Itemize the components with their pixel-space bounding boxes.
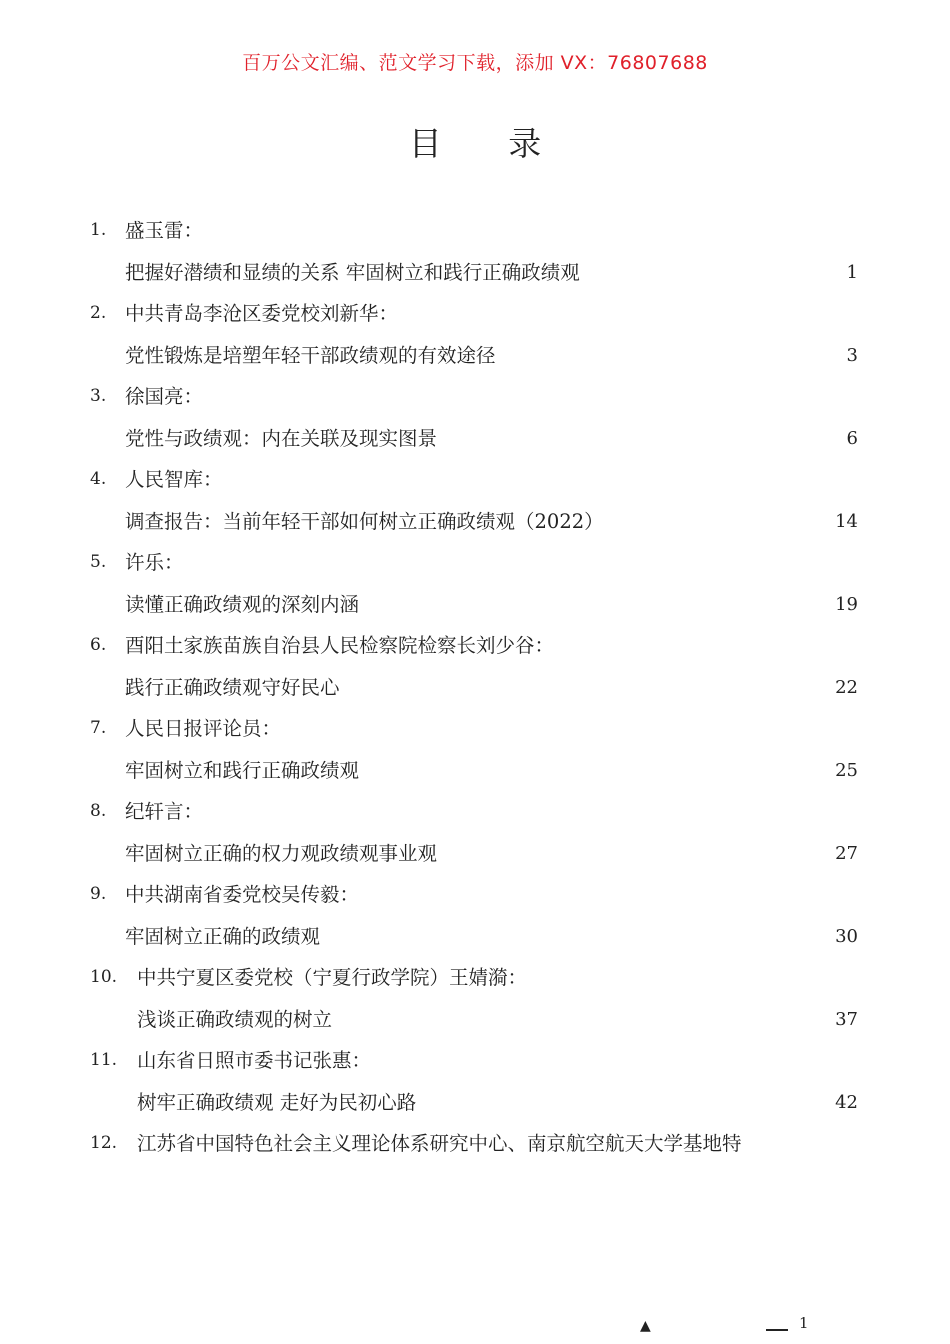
toc-entry-number: 12.: [90, 1133, 118, 1153]
watermark-banner: 百万公文汇编、范文学习下载，添加 VX：76807688: [242, 52, 708, 74]
toc-entry-author: 人民日报评论员：: [125, 717, 282, 740]
toc-entry-page: 42: [835, 1091, 858, 1113]
toc-entry-author: 盛玉雷：: [125, 219, 204, 242]
toc-entry-2[interactable]: [0, 293, 950, 376]
toc-entry-number: 1.: [90, 220, 107, 240]
toc-entry-author: 中共宁夏区委党校（宁夏行政学院）王婧漪：: [137, 966, 528, 989]
toc-entry-title[interactable]: 树牢正确政绩观 走好为民初心路: [137, 1090, 417, 1114]
toc-entry-number: 7.: [90, 718, 107, 738]
toc-entry-title[interactable]: 践行正确政绩观守好民心: [125, 675, 340, 699]
toc-entry-6[interactable]: [0, 625, 950, 708]
toc-entry-page: 22: [835, 676, 858, 698]
toc-entry-page: 37: [835, 1008, 858, 1030]
toc-entry-number: 9.: [90, 884, 107, 904]
toc-entry-author: 中共湖南省委党校吴传毅：: [125, 883, 360, 906]
toc-entry-title[interactable]: 调查报告：当前年轻干部如何树立正确政绩观（2022）: [125, 509, 604, 533]
toc-entry-4[interactable]: [0, 459, 950, 542]
toc-entry-number: 8.: [90, 801, 107, 821]
toc-entry-page: 1: [846, 261, 858, 283]
toc-entry-author: 许乐：: [125, 551, 184, 574]
toc-entry-title[interactable]: 党性锻炼是培塑年轻干部政绩观的有效途径: [125, 343, 496, 367]
toc-entry-title[interactable]: 浅谈正确政绩观的树立: [137, 1007, 333, 1031]
toc-entry-page: 27: [835, 842, 858, 864]
toc-entry-page: 19: [835, 593, 858, 615]
toc-entry-number: 6.: [90, 635, 107, 655]
toc-entry-title[interactable]: 把握好潜绩和显绩的关系 牢固树立和践行正确政绩观: [125, 260, 580, 284]
footer-page-number: 1: [799, 1314, 809, 1332]
table-of-contents: [0, 210, 950, 1165]
toc-entry-12[interactable]: [0, 1123, 950, 1165]
toc-entry-title[interactable]: 牢固树立正确的权力观政绩观事业观: [125, 841, 438, 865]
toc-entry-7[interactable]: [0, 708, 950, 791]
toc-entry-page: 3: [846, 344, 858, 366]
toc-entry-page: 14: [835, 510, 858, 532]
toc-entry-title[interactable]: 牢固树立正确的政绩观: [125, 924, 321, 948]
toc-entry-number: 5.: [90, 552, 107, 572]
toc-entry-author: 人民智库：: [125, 468, 223, 491]
toc-entry-5[interactable]: [0, 542, 950, 625]
toc-entry-1[interactable]: [0, 210, 950, 293]
toc-entry-8[interactable]: [0, 791, 950, 874]
toc-entry-author: 中共青岛李沧区委党校刘新华：: [125, 302, 399, 325]
toc-entry-title[interactable]: 党性与政绩观：内在关联及现实图景: [125, 426, 438, 450]
toc-entry-number: 2.: [90, 303, 107, 323]
toc-entry-10[interactable]: [0, 957, 950, 1040]
toc-entry-page: 30: [835, 925, 858, 947]
page-title: 目 录: [408, 124, 570, 163]
footer-dash: [766, 1329, 788, 1331]
toc-entry-9[interactable]: [0, 874, 950, 957]
toc-entry-title[interactable]: 牢固树立和践行正确政绩观: [125, 758, 360, 782]
footer-mark-icon: ▲: [640, 1318, 651, 1334]
toc-entry-page: 25: [835, 759, 858, 781]
toc-entry-number: 4.: [90, 469, 107, 489]
toc-entry-page: 6: [846, 427, 858, 449]
toc-entry-author: 山东省日照市委书记张惠：: [137, 1049, 372, 1072]
toc-entry-11[interactable]: [0, 1040, 950, 1123]
toc-entry-number: 10.: [90, 967, 118, 987]
toc-entry-number: 3.: [90, 386, 107, 406]
toc-entry-author: 江苏省中国特色社会主义理论体系研究中心、南京航空航天大学基地特: [137, 1132, 742, 1155]
toc-entry-title[interactable]: 读懂正确政绩观的深刻内涵: [125, 592, 360, 616]
toc-entry-author: 纪轩言：: [125, 800, 204, 823]
toc-entry-author: 酉阳土家族苗族自治县人民检察院检察长刘少谷：: [125, 634, 555, 657]
toc-entry-3[interactable]: [0, 376, 950, 459]
toc-entry-author: 徐国亮：: [125, 385, 204, 408]
toc-entry-number: 11.: [90, 1050, 118, 1070]
